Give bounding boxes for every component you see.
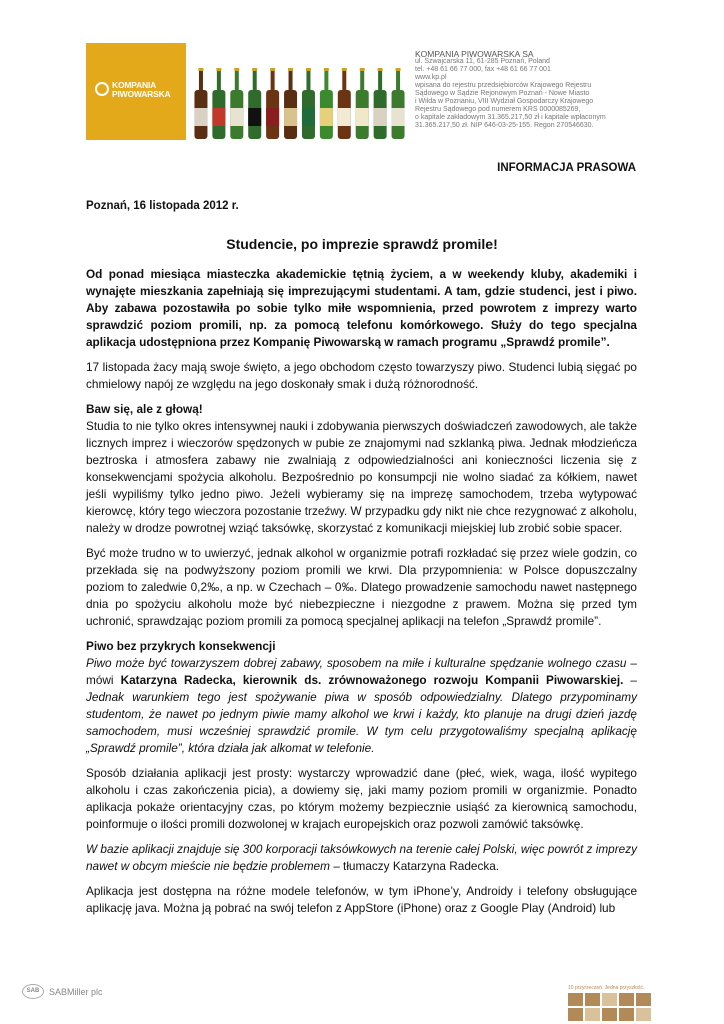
beer-bottle-icon <box>302 68 315 139</box>
paragraph <box>86 841 637 875</box>
paragraph: Studia to nie tylko okres intensywnej nauki i zdobywania pierwszych doświadczeń zawodowych, ale także licznych imprez i wieczorów spędzonych w pubie ze znajomymi nad szklanką piwa. Jednak młodzieńcza beztroska i atmosfera zabawy nie zwalniają z odpowiedzialności ani konieczności liczenia się z konsekwencjami spożycia alkoholu. Bezpośrednio po konsumpcji nie wolno siadać za kółkiem, nawet jeśli wypiliśmy tylko jedno piwo. Jeżeli wybieramy się na imprezę samochodem, trzeba wytypować kierowcę, który tego wieczora pozostanie trzeźwy. W przypadku gdy nikt nie chce rezygnować z alkoholu, należy w drodze powrotnej wziąć taksówkę, skorzystać z komunikacji miejskiej lub zrobić sobie spacer. <box>86 419 637 535</box>
page-title: Studencie, po imprezie sprawdź promile! <box>226 236 498 252</box>
section-heading: Piwo bez przykrych konsekwencji <box>86 639 276 653</box>
quote-text: Jednak warunkiem tego jest spożywanie piwa w sposób odpowiedzialny. Dlatego przypominamy studentom, że nawet po jednym piwie mamy alkohol we krwi i każdy, kto planuje na drugi dzień jazdę samochodem, musi wcześniej sprawdzić promile. W tym celu przygotowaliśmy specjalną aplikację „Sprawdź promile”, która działa jak alkomat w telefonie. <box>86 690 637 755</box>
footer-tagline: 10 przyrzeczeń. Jedna przyszłość. <box>568 985 645 991</box>
tile <box>602 993 617 1006</box>
company-logo <box>86 43 186 140</box>
beer-bottle-icon <box>392 68 405 139</box>
paragraph: Być może trudno w to uwierzyć, jednak alkohol w organizmie potrafi rozkładać się przez wiele godzin, co przekłada się na podwyższony poziom promili we krwi. Dla przypomnienia: w Polsce dopuszczalny poziom to zaledwie 0,2‰, a np. w Czechach – 0‰. Dlatego prowadzenie samochodu nawet następnego dnia po spożyciu alkoholu może być niebezpieczne i niezgodne z prawem. Można się przed tym uchronić, sprawdzając poziom promili za pomocą specjalnej aplikacji na telefon „Sprawdź promile”. <box>86 546 637 628</box>
logo-emblem-icon <box>95 82 109 96</box>
tile <box>619 1008 634 1021</box>
beer-bottle-icon <box>266 68 279 139</box>
tile-grid <box>568 993 648 1021</box>
quote-attribution: Katarzyna Radecka, kierownik ds. zrównoważonego rozwoju Kompanii Piwowarskiej. <box>120 673 624 687</box>
section <box>86 638 637 757</box>
quote-text: W bazie aplikacji znajduje się 300 korporacji taksówkowych na terenie całej Polski, więc powrót z imprezy nawet w obcym mieście nie będzie problemem <box>86 842 637 873</box>
beer-bottle-icon <box>248 68 261 139</box>
tile <box>585 1008 600 1021</box>
beer-bottles-image <box>192 68 407 140</box>
logo-text: KOMPANIA PIWOWARSKA <box>112 80 171 99</box>
beer-bottle-icon <box>374 68 387 139</box>
tile <box>636 993 651 1006</box>
section <box>86 401 637 537</box>
footer-tiles-logo <box>568 985 648 1021</box>
paragraph: Sposób działania aplikacji jest prosty: wystarczy wprowadzić dane (płeć, wiek, waga, ilość wypitego alkoholu i czas zakończenia picia), a dowiemy się, jaki mamy poziom promili w organizmie. Ponadto aplikacja pokaże orientacyjny czas, po którym możemy bezpiecznie usiąść za kierownicą samochodu, poinformuje o ilości promili dozwolonej w krajach europejskich oraz pozwoli zamówić taksówkę. <box>86 766 637 831</box>
quote-dash: – mówi <box>86 656 637 687</box>
beer-bottle-icon <box>356 68 369 139</box>
sabmiller-text: SABMiller plc <box>49 986 103 997</box>
company-details: KOMPANIA PIWOWARSKA SA ul. Szwajcarska 11, 61-285 Poznań, Poland tel. +48 61 66 77 000, fax +48 61 66 77 001 www.kp.pl wpisana do rejestru przedsiębiorców Krajowego Rejestru Sądowego w Sądzie Rejonowym Poznań - Nowe Miasto i Wilda w Poznaniu, VIII Wydział Gospodarczy Krajowego Rejestru Sądowego pod numerem KRS 0000085269, o kapitale zakładowym 31.365.217,50 zł i kapitale wpłaconym 31.365.217,50 zł. NIP 646-03-25-155. Regon 270546630. <box>415 49 606 129</box>
paragraph: Aplikacja jest dostępna na różne modele telefonów, w tym iPhone’y, Androidy i telefony obsługujące aplikację java. Można ją pobrać na swój telefon z AppStore (iPhone) oraz z Google Play (Android) lub <box>86 884 637 915</box>
press-release-label: INFORMACJA PRASOWA <box>497 162 636 174</box>
tile <box>585 993 600 1006</box>
quote-text: Piwo może być towarzyszem dobrej zabawy, sposobem na miłe i kulturalne spędzanie wolnego czasu <box>86 656 627 670</box>
tile <box>619 993 634 1006</box>
quote-dash: – <box>623 673 637 687</box>
beer-bottle-icon <box>338 68 351 139</box>
beer-bottle-icon <box>194 68 207 139</box>
beer-bottle-icon <box>320 68 333 139</box>
tile <box>568 993 583 1006</box>
lead-paragraph: Od ponad miesiąca miasteczka akademickie tętnią życiem, a w weekendy kluby, akademiki i wynajęte mieszkania zapełniają się imprezującymi studentami. A tam, gdzie studenci, jest i piwo. Aby zabawa pozostawiła po sobie tylko miłe wspomnienia, przed powrotem z imprezy warto sprawdzić poziom promili, np. za pomocą telefonu komórkowego. Służy do tego specjalna aplikacja udostępniona przez Kompanię Piwowarską w ramach programu „Sprawdź promile”. <box>86 267 637 349</box>
section-heading: Baw się, ale z głową! <box>86 402 203 416</box>
beer-bottle-icon <box>212 68 225 139</box>
sabmiller-footer <box>22 984 103 999</box>
beer-bottle-icon <box>284 68 297 139</box>
tile <box>636 1008 651 1021</box>
tile <box>602 1008 617 1021</box>
release-date: Poznań, 16 listopada 2012 r. <box>86 200 239 212</box>
tile <box>568 1008 583 1021</box>
beer-bottle-icon <box>230 68 243 139</box>
article-body <box>86 266 637 925</box>
sabmiller-logo-icon: SAB <box>22 984 44 999</box>
quote-attribution: – tłumaczy Katarzyna Radecka. <box>329 859 500 873</box>
paragraph: 17 listopada żacy mają swoje święto, a jego obchodom często towarzyszy piwo. Studenci lubią sięgać po chmielowy napój ze względu na jego doskonały smak i dużą różnorodność. <box>86 360 637 391</box>
